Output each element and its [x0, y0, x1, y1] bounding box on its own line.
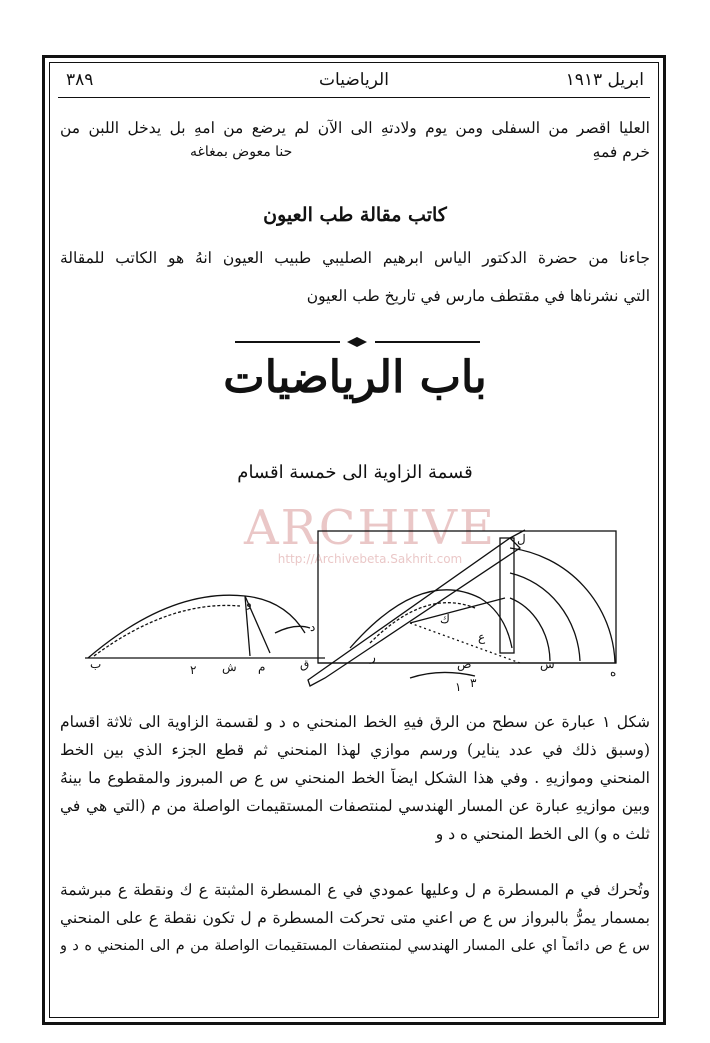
figure-label: و: [246, 596, 252, 610]
figure-label: ش: [222, 660, 237, 674]
text-line: جاءنا من حضرة الدكتور الياس ابرهيم الصليبي طبيب العيون انهُ هو الكاتب للمقالة: [60, 249, 650, 267]
page-number: ٣٨٩: [66, 70, 94, 90]
figure-brace: [410, 672, 475, 678]
running-header: [60, 68, 648, 96]
header-date: ابريل ١٩١٣: [565, 70, 644, 90]
geometric-figure: [80, 528, 640, 698]
figure-vertical-bar: [500, 538, 514, 653]
text-line: س ع ص دائماً اي على المسار الهندسي لمنتصفات المستقيمات الواصلة من م الى المنحني ه د و: [60, 938, 650, 954]
text-line: العليا اقصر من السفلى ومن يوم ولادتهِ الى الآن لم يرضع من امهِ بل يدخل اللبن من: [60, 119, 650, 137]
figure-label: م: [258, 660, 266, 674]
text-line: بمسمار يمرُّ بالبرواز س ع ص اعني متى تحركت المسطرة م ل تكون نقطة ع على المنحني: [60, 909, 650, 927]
text-line: [60, 142, 650, 162]
text-line: شكل ١ عبارة عن سطح من الرق فيهِ الخط المنحني ه د و لقسمة الزاوية الى ثلاثة اقسام: [60, 713, 650, 731]
figure-curve-dashed: [94, 605, 240, 656]
figure-label: ٢: [190, 663, 197, 677]
text-line: ثلث ه و) الى الخط المنحني ه د و: [435, 825, 650, 843]
article-title: كاتب مقالة طب العيون: [263, 204, 447, 226]
figure-label: س: [540, 657, 555, 671]
figure-label: ١: [455, 680, 462, 694]
ornament-divider: [235, 337, 480, 347]
figure-label: ص: [457, 657, 472, 671]
figure-curve-left: [88, 595, 305, 658]
text-line: وبين موازيهِ عبارة عن المسار الهندسي لمنتصفات المستقيمات الواصلة من م (التي هي في: [60, 797, 650, 815]
signature: حنا معوض بمغاغه: [190, 144, 293, 160]
figure-label: ب: [90, 657, 102, 671]
text-line: المنحني وموازيهِ . وفي هذا الشكل ايضاً الخط المنحني س ع ص المبروز والمقطوع ما بينهُ: [60, 769, 650, 787]
figure-ruler: [308, 538, 520, 686]
header-rule: [58, 97, 650, 98]
text-line: وتُحرك في م المسطرة م ل وعليها عمودي في ع المسطرة المثبتة ع ك ونقطة ع مبرشمة: [60, 881, 650, 899]
figure-label: ك: [440, 612, 450, 626]
watermark-text: ARCHIVE: [243, 500, 497, 556]
figure-arc-inner: [510, 598, 550, 661]
figure-arc-outer: [510, 548, 615, 663]
figure-label: ه: [610, 665, 617, 679]
section-heading: باب الرياضيات: [223, 352, 487, 403]
figure-label: ل: [517, 532, 526, 546]
figure-label: د: [310, 620, 316, 634]
figure-label: ع: [478, 630, 486, 644]
text-line-end: خرم فمهِ: [592, 143, 650, 161]
text-line: (وسبق ذلك في عدد يناير) ورسم موازي لهذا المنحني ثم قطع الجزء الذي بين الخط: [60, 741, 650, 759]
figure-arc-middle: [510, 573, 580, 661]
header-section-title: الرياضيات: [319, 70, 389, 90]
watermark-url: http://Archivebeta.Sakhrit.com: [277, 552, 463, 566]
figure-label: ر: [370, 650, 376, 664]
figure-label: ٣: [470, 676, 477, 690]
figure-label: ق: [300, 657, 310, 671]
subheading: قسمة الزاوية الى خمسة اقسام: [237, 462, 473, 483]
text-line: التي نشرناها في مقتطف مارس في تاريخ طب العيون: [306, 287, 650, 305]
figure-line: [410, 598, 505, 623]
